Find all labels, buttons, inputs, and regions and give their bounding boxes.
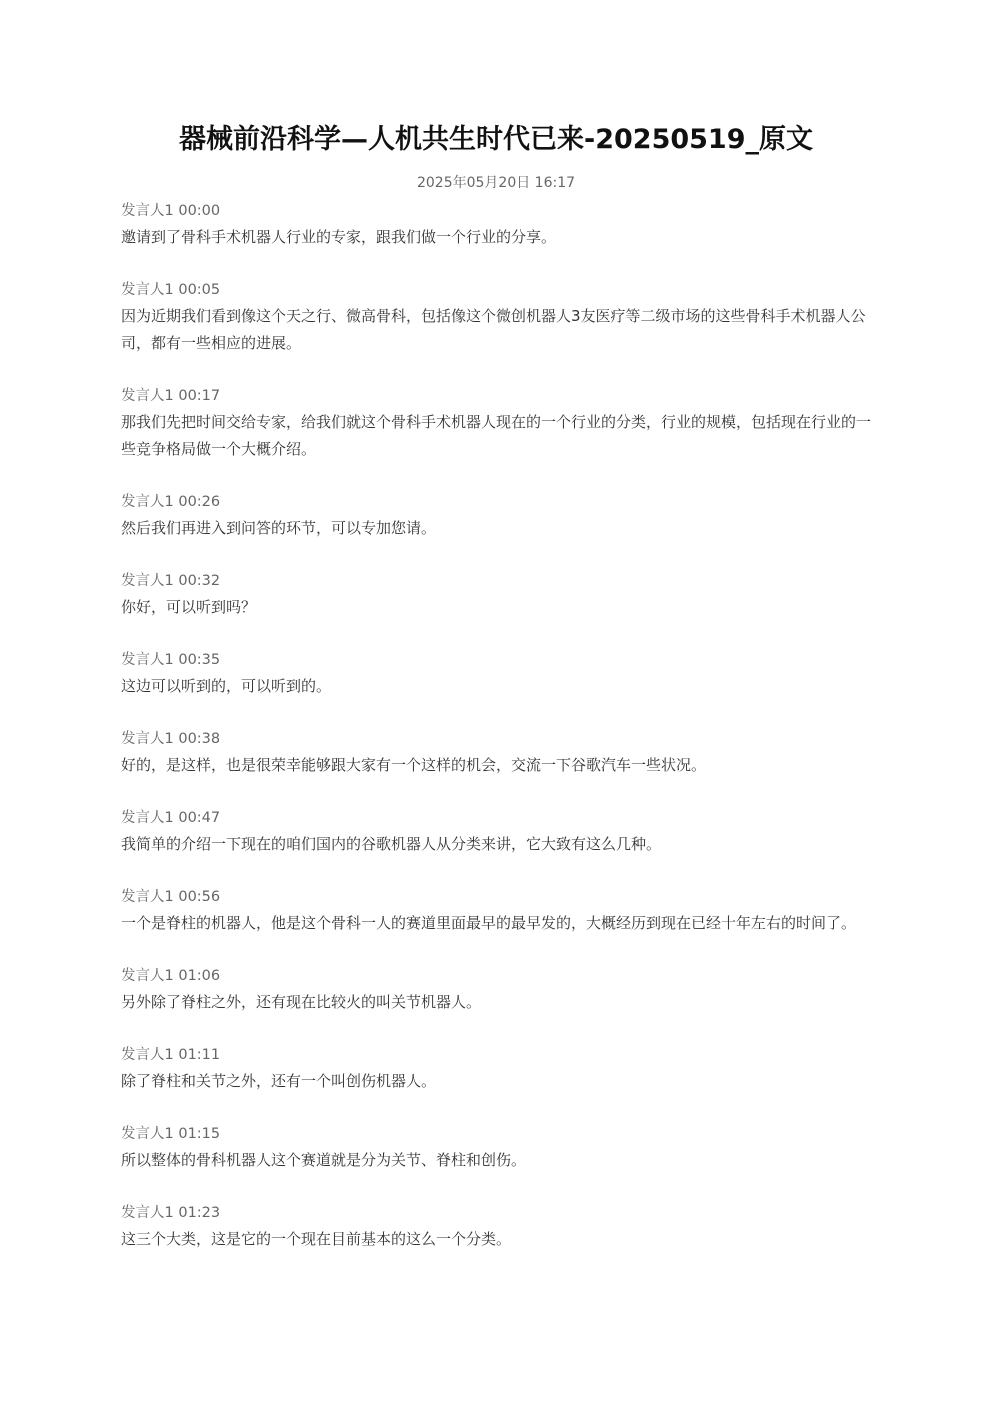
- timestamp: 00:35: [178, 652, 221, 668]
- speaker-name: 发言人1: [121, 203, 174, 219]
- utterance-text: 除了脊柱和关节之外，还有一个叫创伤机器人。: [121, 1072, 437, 1090]
- speaker-name: 发言人1: [121, 282, 174, 298]
- utterance-text: 我简单的介绍一下现在的咱们国内的谷歌机器人从分类来讲，它大致有这么几种。: [121, 835, 662, 853]
- document-date: 2025年05月20日 16:17: [416, 175, 576, 191]
- timestamp: 00:05: [178, 282, 221, 298]
- timestamp: 00:32: [178, 573, 221, 589]
- transcript-entry: [121, 568, 873, 621]
- timestamp: 00:56: [178, 889, 221, 905]
- transcript-entry: [121, 489, 873, 542]
- speaker-name: 发言人1: [121, 573, 174, 589]
- utterance-text: 这边可以听到的，可以听到的。: [121, 677, 332, 695]
- timestamp: 01:11: [178, 1047, 221, 1063]
- timestamp: 00:47: [178, 810, 221, 826]
- timestamp: 00:00: [178, 203, 221, 219]
- speaker-line: [121, 198, 873, 224]
- speaker-line: [121, 647, 873, 673]
- speaker-line: [121, 383, 873, 409]
- speaker-name: 发言人1: [121, 652, 174, 668]
- utterance-text: 好的，是这样，也是很荣幸能够跟大家有一个这样的机会，交流一下谷歌汽车一些状况。: [121, 756, 707, 774]
- speaker-name: 发言人1: [121, 810, 174, 826]
- transcript-entry: [121, 884, 873, 937]
- transcript-entry: [121, 726, 873, 779]
- speaker-line: [121, 277, 873, 303]
- timestamp: 01:15: [178, 1126, 221, 1142]
- speaker-line: [121, 489, 873, 515]
- speaker-name: 发言人1: [121, 1205, 174, 1221]
- speaker-name: 发言人1: [121, 731, 174, 747]
- transcript: [121, 198, 873, 1279]
- transcript-entry: [121, 277, 873, 357]
- transcript-entry: [121, 383, 873, 463]
- utterance-text: 邀请到了骨科手术机器人行业的专家，跟我们做一个行业的分享。: [121, 228, 557, 246]
- transcript-entry: [121, 1042, 873, 1095]
- transcript-entry: [121, 1200, 873, 1253]
- speaker-name: 发言人1: [121, 968, 174, 984]
- utterance-text: 然后我们再进入到问答的环节，可以专加您请。: [121, 519, 437, 537]
- speaker-line: [121, 726, 873, 752]
- speaker-name: 发言人1: [121, 889, 174, 905]
- utterance-text: 你好，可以听到吗？: [121, 598, 257, 616]
- speaker-line: [121, 1200, 873, 1226]
- utterance-text: 另外除了脊柱之外，还有现在比较火的叫关节机器人。: [121, 993, 482, 1011]
- speaker-line: [121, 963, 873, 989]
- transcript-entry: [121, 963, 873, 1016]
- timestamp: 00:38: [178, 731, 221, 747]
- speaker-name: 发言人1: [121, 1126, 174, 1142]
- timestamp: 01:06: [178, 968, 221, 984]
- speaker-line: [121, 568, 873, 594]
- timestamp: 00:17: [178, 388, 221, 404]
- speaker-line: [121, 884, 873, 910]
- speaker-line: [121, 1042, 873, 1068]
- utterance-text: 因为近期我们看到像这个天之行、微高骨科，包括像这个微创机器人3友医疗等二级市场的这些骨科手术机器人公司，都有一些相应的进展。: [121, 307, 866, 352]
- utterance-text: 一个是脊柱的机器人，他是这个骨科一人的赛道里面最早的最早发的，大概经历到现在已经十年左右的时间了。: [121, 914, 857, 932]
- speaker-name: 发言人1: [121, 388, 174, 404]
- transcript-entry: [121, 805, 873, 858]
- utterance-text: 这三个大类，这是它的一个现在目前基本的这么一个分类。: [121, 1230, 512, 1248]
- transcript-entry: [121, 198, 873, 251]
- speaker-line: [121, 1121, 873, 1147]
- document-title: 器械前沿科学—人机共生时代已来-20250519_原文: [179, 124, 813, 155]
- utterance-text: 那我们先把时间交给专家，给我们就这个骨科手术机器人现在的一个行业的分类，行业的规模，包括现在行业的一些竞争格局做一个大概介绍。: [121, 413, 872, 458]
- transcript-entry: [121, 1121, 873, 1174]
- speaker-name: 发言人1: [121, 1047, 174, 1063]
- speaker-line: [121, 805, 873, 831]
- utterance-text: 所以整体的骨科机器人这个赛道就是分为关节、脊柱和创伤。: [121, 1151, 527, 1169]
- timestamp: 00:26: [178, 494, 221, 510]
- timestamp: 01:23: [178, 1205, 221, 1221]
- transcript-entry: [121, 647, 873, 700]
- speaker-name: 发言人1: [121, 494, 174, 510]
